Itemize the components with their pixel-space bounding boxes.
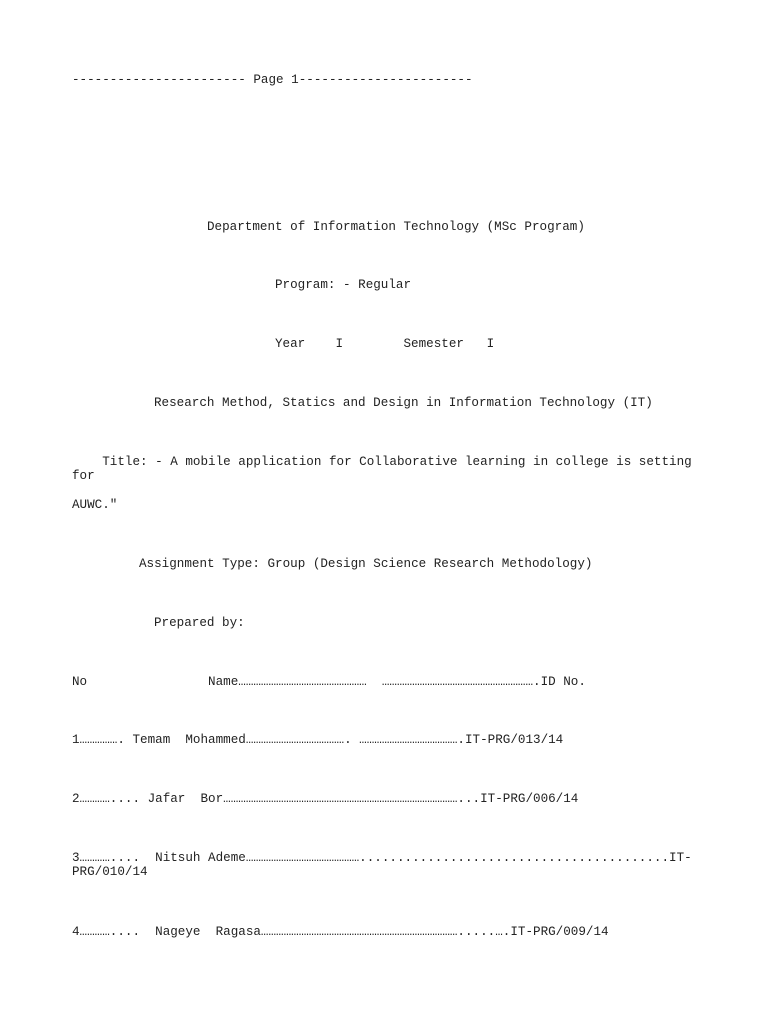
program-line: Program: - Regular (275, 278, 412, 292)
table-row: 3………….... Nitsuh Ademe……………………………………….........................................IT- (72, 851, 692, 865)
prepared-by-label: Prepared by: (154, 616, 245, 630)
title-line-2: for (72, 469, 95, 483)
course-title: Research Method, Statics and Design in Information Technology (IT) (154, 396, 653, 410)
title-line-3: AUWC." (72, 498, 118, 512)
assignment-type: Assignment Type: Group (Design Science Research Methodology) (139, 557, 593, 571)
members-table-header: No Name…………………………………………… …………………………………………………….ID No. (72, 675, 586, 689)
table-row: 1……………. Temam Mohammed…………………………………. ………………………………….IT-PRG/013/14 (72, 733, 564, 747)
department-heading: Department of Information Technology (MSc Program) (207, 220, 585, 234)
title-line-1: Title: - A mobile application for Collaborative learning in college is setting (72, 455, 692, 469)
table-row: 4………….... Nageye Ragasa…………………………………………………………………….....….IT-PRG/009/14 (72, 925, 609, 939)
table-row-continuation: PRG/010/14 (72, 865, 148, 879)
page-marker: ----------------------- Page 1----------------------- (72, 73, 473, 87)
year-semester-line: Year I Semester I (275, 337, 495, 351)
table-row: 2………….... Jafar Bor…………………………………………………………………………………...IT-PRG/006/14 (72, 792, 579, 806)
